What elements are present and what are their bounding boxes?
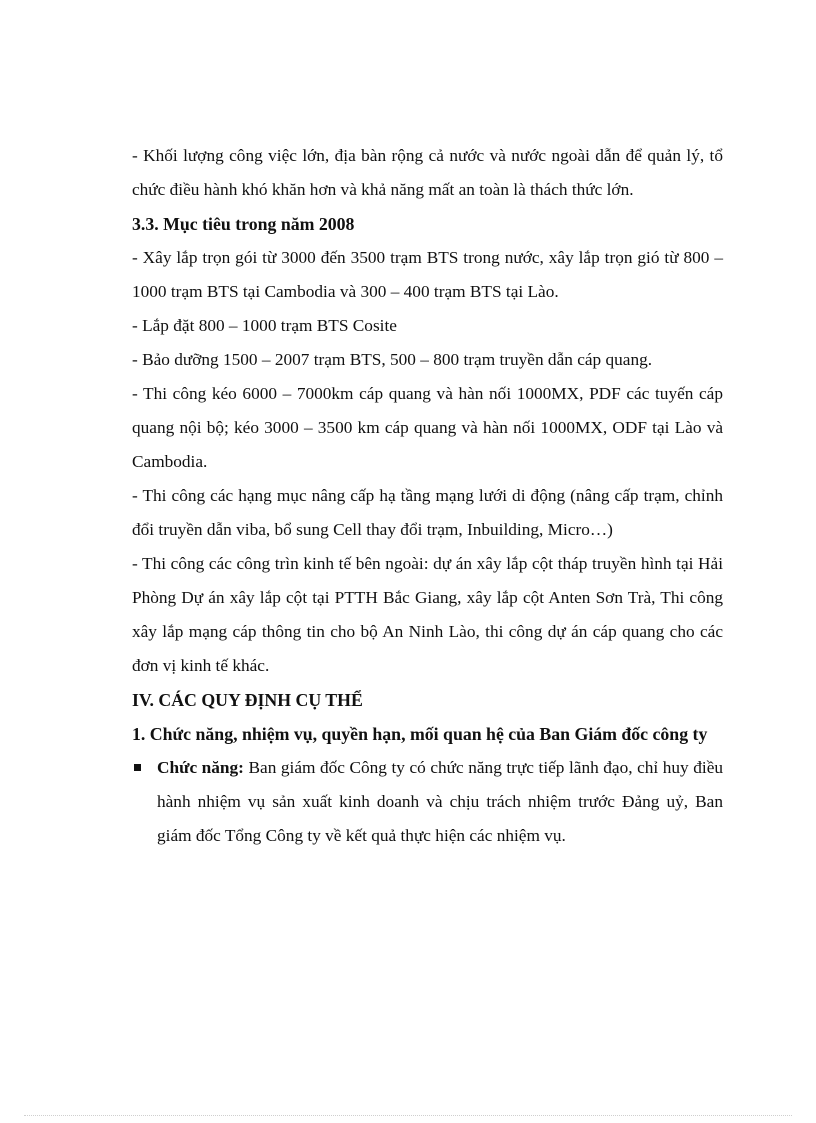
function-label: Chức năng:	[157, 758, 244, 777]
function-bullet	[132, 751, 723, 853]
document-page	[132, 139, 723, 853]
subsection-1-heading: 1. Chức năng, nhiệm vụ, quyền hạn, mối quan hệ của Ban Giám đốc công ty	[132, 724, 708, 744]
goal-item-mobile-upgrade: - Thi công các hạng mục nâng cấp hạ tầng mạng lưới di động (nâng cấp trạm, chỉnh đổi truyền dẫn viba, bổ sung Cell thay đổi trạm, Inbuilding, Micro…)	[132, 486, 723, 539]
goal-item-external-projects: - Thi công các công trìn kinh tế bên ngoài: dự án xây lắp cột tháp truyền hình tại Hải Phòng Dự án xây lắp cột tại PTTH Bắc Giang, xây lắp cột Anten Sơn Trà, Thi công xây lắp mạng cáp thông tin cho bộ An Ninh Lào, thi công dự án cáp quang cho các đơn vị kinh tế khác.	[132, 554, 723, 675]
paragraph-workload: - Khối lượng công việc lớn, địa bàn rộng cả nước và nước ngoài dẫn để quản lý, tổ chức điều hành khó khăn hơn và khả năng mất an toàn là thách thức lớn.	[132, 146, 723, 199]
section-3-3-heading: 3.3. Mục tiêu trong năm 2008	[132, 214, 355, 234]
goal-item-cosite: - Lắp đặt 800 – 1000 trạm BTS Cosite	[132, 316, 397, 335]
page-bottom-divider	[24, 1115, 792, 1116]
goal-item-maintenance: - Bảo dưỡng 1500 – 2007 trạm BTS, 500 – 800 trạm truyền dẫn cáp quang.	[132, 350, 653, 369]
function-text: Ban giám đốc Công ty có chức năng trực tiếp lãnh đạo, chỉ huy điều hành nhiệm vụ sản xuất kinh doanh và chịu trách nhiệm trước Đảng uỷ, Ban giám đốc Tổng Công ty về kết quả thực hiện các nhiệm vụ.	[157, 758, 724, 845]
goal-item-fiber-cable: - Thi công kéo 6000 – 7000km cáp quang và hàn nối 1000MX, PDF các tuyến cáp quang nội bộ; kéo 3000 – 3500 km cáp quang và hàn nối 1000MX, ODF tại Lào và Cambodia.	[132, 384, 723, 471]
section-iv-heading: IV. CÁC QUY ĐỊNH CỤ THỂ	[132, 690, 363, 710]
square-bullet-icon	[134, 764, 141, 771]
goal-item-bts-packages: - Xây lắp trọn gói từ 3000 đến 3500 trạm BTS trong nước, xây lắp trọn gió từ 800 – 1000 trạm BTS tại Cambodia và 300 – 400 trạm BTS tại Lào.	[132, 248, 723, 301]
